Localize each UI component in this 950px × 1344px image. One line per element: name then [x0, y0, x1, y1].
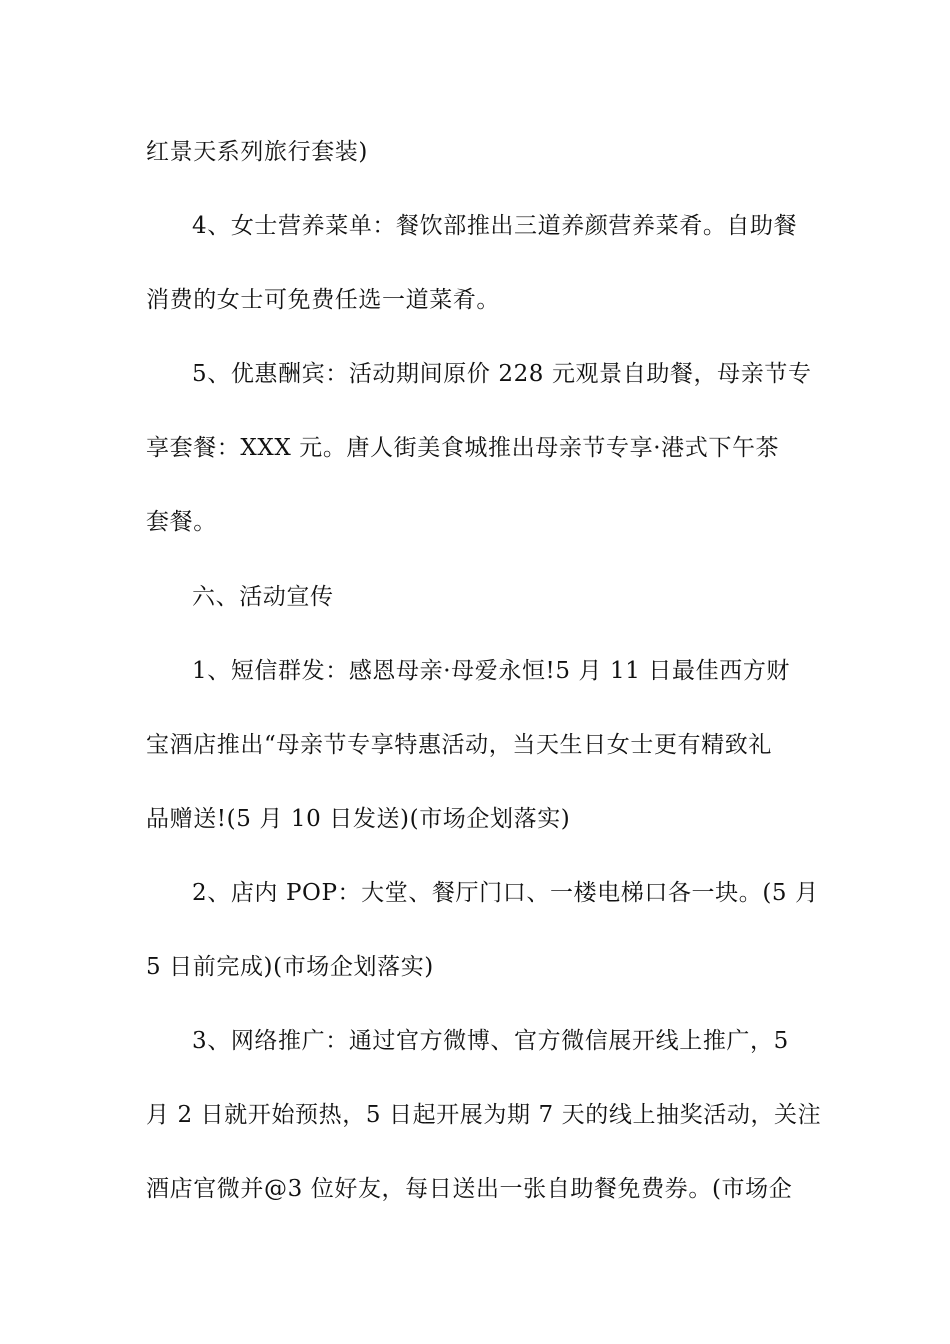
item-2-continuation: 5 日前完成)(市场企划落实): [146, 954, 434, 980]
item-3-continuation-2: 酒店官微并@3 位好友，每日送出一张自助餐免费券。(市场企: [146, 1176, 793, 1202]
item-5-continuation-2: 套餐。: [146, 509, 217, 535]
item-5-discount: 5、优惠酬宾：活动期间原价 228 元观景自助餐，母亲节专: [192, 361, 812, 387]
section-heading-promotion: 六、活动宣传: [192, 584, 334, 610]
item-4-womens-menu: 4、女士营养菜单：餐饮部推出三道养颜营养菜肴。自助餐: [192, 213, 798, 239]
item-1-continuation-1: 宝酒店推出“母亲节专享特惠活动，当天生日女士更有精致礼: [146, 732, 772, 758]
item-5-continuation-1: 享套餐：XXX 元。唐人街美食城推出母亲节专享·港式下午茶: [146, 435, 780, 461]
item-3-continuation-1: 月 2 日就开始预热，5 日起开展为期 7 天的线上抽奖活动，关注: [146, 1102, 822, 1128]
item-3-online: 3、网络推广：通过官方微博、官方微信展开线上推广，5: [192, 1028, 789, 1054]
item-2-pop: 2、店内 POP：大堂、餐厅门口、一楼电梯口各一块。(5 月: [192, 880, 819, 906]
text-line-continuation: 红景天系列旅行套装): [146, 139, 368, 165]
item-4-continuation: 消费的女士可免费任选一道菜肴。: [146, 287, 500, 313]
item-1-sms: 1、短信群发：感恩母亲·母爱永恒!5 月 11 日最佳西方财: [192, 658, 791, 684]
item-1-continuation-2: 品赠送!(5 月 10 日发送)(市场企划落实): [146, 806, 571, 832]
